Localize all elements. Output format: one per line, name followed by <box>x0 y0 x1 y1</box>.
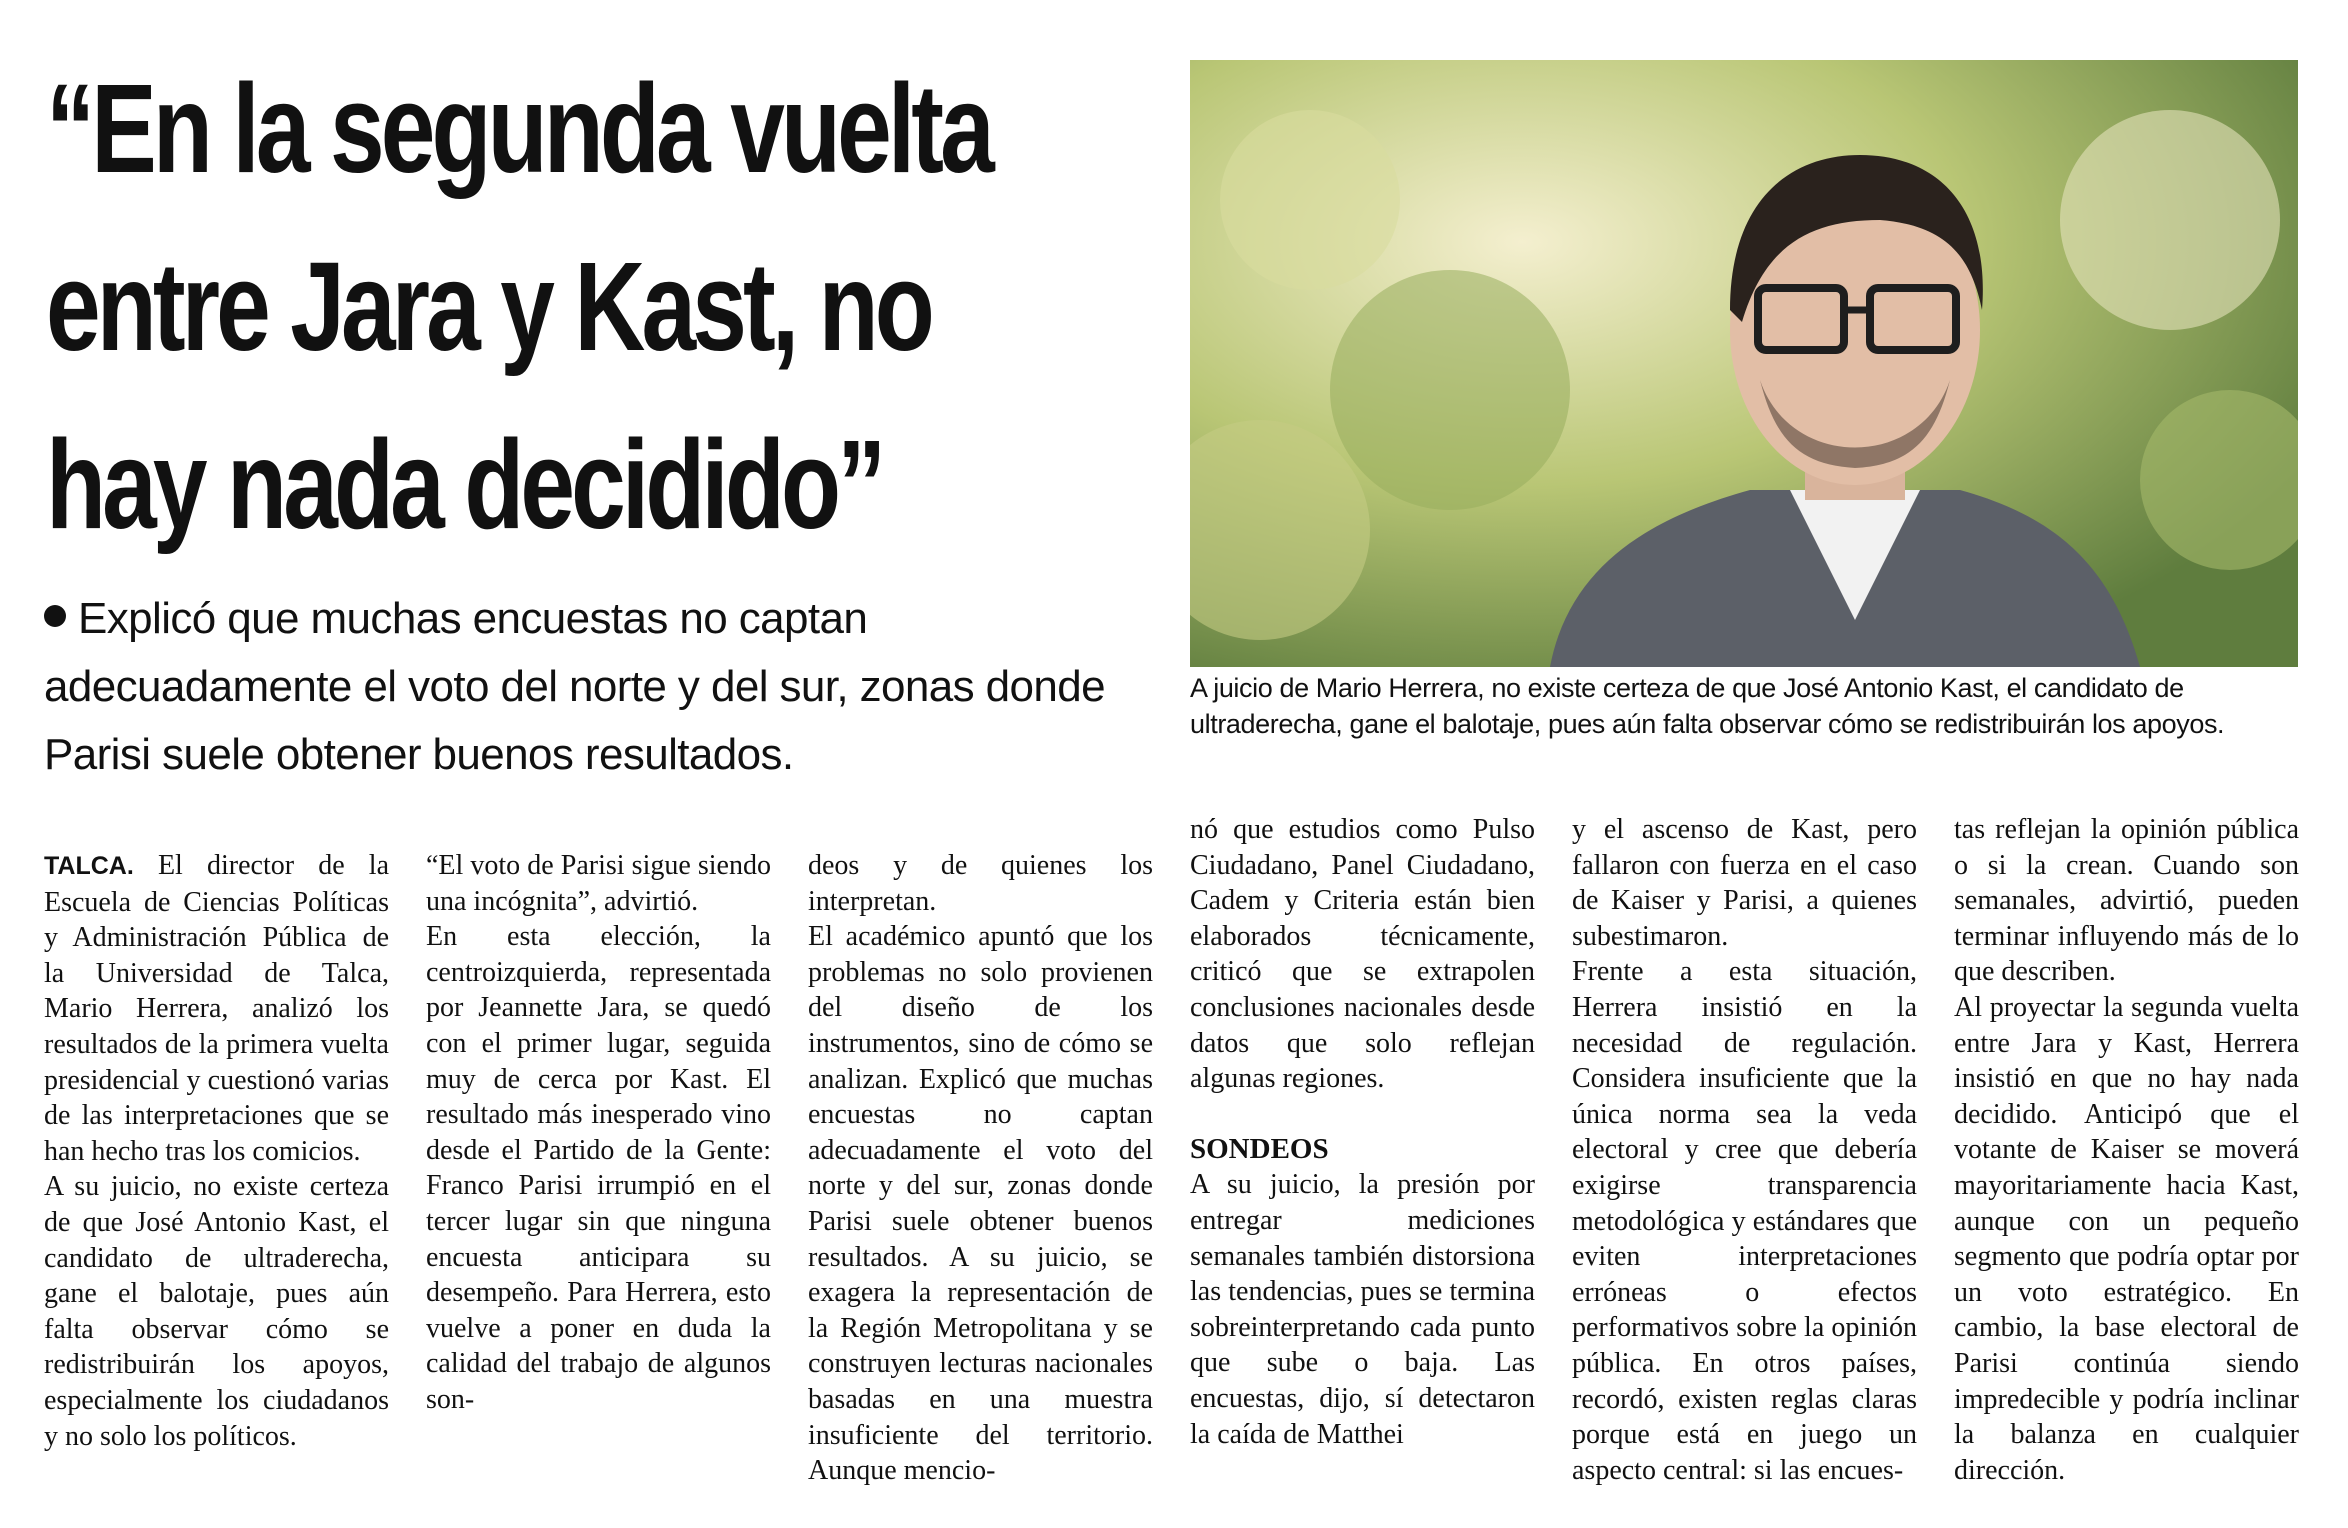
column-paragraph: y el ascenso de Kast, pero fallaron con fuerza en el caso de Kaiser y Parisi, a quienes subestimaron. <box>1572 814 1917 952</box>
lead-text: Explicó que muchas encuestas no captan adecuadamente el voto del norte y del sur, zonas donde Parisi suele obtener buenos resultados. <box>44 594 1106 779</box>
headline-line: hay nada decidido” <box>46 414 883 555</box>
paragraph-text: El director de la Escuela de Ciencias Políticas y Administración Pública de la Universidad de Talca, Mario Herrera, analizó los resultados de la primera vuelta presidencial y cuestionó varias de las interpretaciones que se han hecho tras los comicios. <box>44 850 389 1167</box>
column-paragraph <box>44 848 389 1169</box>
portrait-photo <box>1190 60 2298 667</box>
column-paragraph: A su juicio, no existe certeza de que José Antonio Kast, el candidato de ultraderecha, gane el balotaje, pues aún falta observar cómo se redistribuirán los apoyos, especialmente los ciudadanos y no solo los políticos. <box>44 1171 389 1452</box>
article-column-1 <box>44 848 389 1454</box>
photo-caption: A juicio de Mario Herrera, no existe certeza de que José Antonio Kast, el candidato de ultraderecha, gane el balotaje, pues aún falta observar cómo se redistribuirán los apoyos. <box>1190 673 2225 739</box>
article-column-6 <box>1954 812 2299 1488</box>
lead-paragraph <box>44 585 1124 789</box>
column-paragraph: tas reflejan la opinión pública o si la crean. Cuando son semanales, advirtió, pueden terminar influyendo más de lo que describen. <box>1954 814 2299 988</box>
headline-line: “En la segunda vuelta <box>46 58 991 199</box>
column-paragraph: deos y de quienes los interpretan. <box>808 850 1153 917</box>
article-column-5 <box>1572 812 1917 1488</box>
article-column-2 <box>426 848 771 1418</box>
column-paragraph: nó que estudios como Pulso Ciudadano, Panel Ciudadano, Cadem y Criteria están bien elaborados técnicamente, criticó que se extrapolen conclusiones nacionales desde datos que solo reflejan algunas regiones. <box>1190 814 1535 1095</box>
portrait-illustration <box>1190 60 2298 667</box>
column-paragraph: El académico apuntó que los problemas no solo provienen del diseño de los instrumentos, sino de cómo se analizan. Explicó que muchas encuestas no captan adecuadamente el voto del norte y del sur, zonas donde Parisi suele obtener buenos resultados. A su juicio, se exagera la representación de la Región Metropolitana y se construyen lecturas nacionales basadas en una muestra insuficiente del territorio. Aunque mencio- <box>808 921 1153 1487</box>
column-paragraph: “El voto de Parisi sigue siendo una incógnita”, advirtió. <box>426 850 771 917</box>
bullet-icon <box>44 605 66 627</box>
article-column-3 <box>808 848 1153 1489</box>
column-paragraph: En esta elección, la centroizquierda, representada por Jeannette Jara, se quedó con el primer lugar, seguida muy de cerca por Kast. El resultado más inesperado vino desde el Partido de la Gente: Franco Parisi irrumpió en el tercer lugar sin que ninguna encuesta anticipara su desempeño. Para Herrera, esto vuelve a poner en duda la calidad del trabajo de algunos son- <box>426 921 771 1415</box>
headline-line: entre Jara y Kast, no <box>46 236 931 377</box>
headline <box>46 40 1177 574</box>
section-subhead: SONDEOS <box>1190 1132 1329 1165</box>
dateline: TALCA. <box>44 852 134 880</box>
article-column-4 <box>1190 812 1535 1452</box>
column-paragraph: Frente a esta situación, Herrera insistió en la necesidad de regulación. Considera insuficiente que la única norma sea la veda electoral y cree que debería exigirse transparencia metodológica y estándares que eviten interpretaciones erróneas o efectos performativos sobre la opinión pública. En otros países, recordó, existen reglas claras porque está en juego un aspecto central: si las encues- <box>1572 956 1917 1486</box>
column-paragraph: A su juicio, la presión por entregar mediciones semanales también distorsiona las tendencias, pues se termina sobreinterpretando cada punto que sube o baja. Las encuestas, dijo, sí detectaron la caída de Matthei <box>1190 1169 1535 1450</box>
column-paragraph: Al proyectar la segunda vuelta entre Jara y Kast, Herrera insistió en que no hay nada decidido. Anticipó que el votante de Kaiser se moverá mayoritariamente hacia Kast, aunque con un pequeño segmento que podría optar por un voto estratégico. En cambio, la base electoral de Parisi continúa siendo impredecible y podría inclinar la balanza en cualquier dirección. <box>1954 991 2299 1486</box>
